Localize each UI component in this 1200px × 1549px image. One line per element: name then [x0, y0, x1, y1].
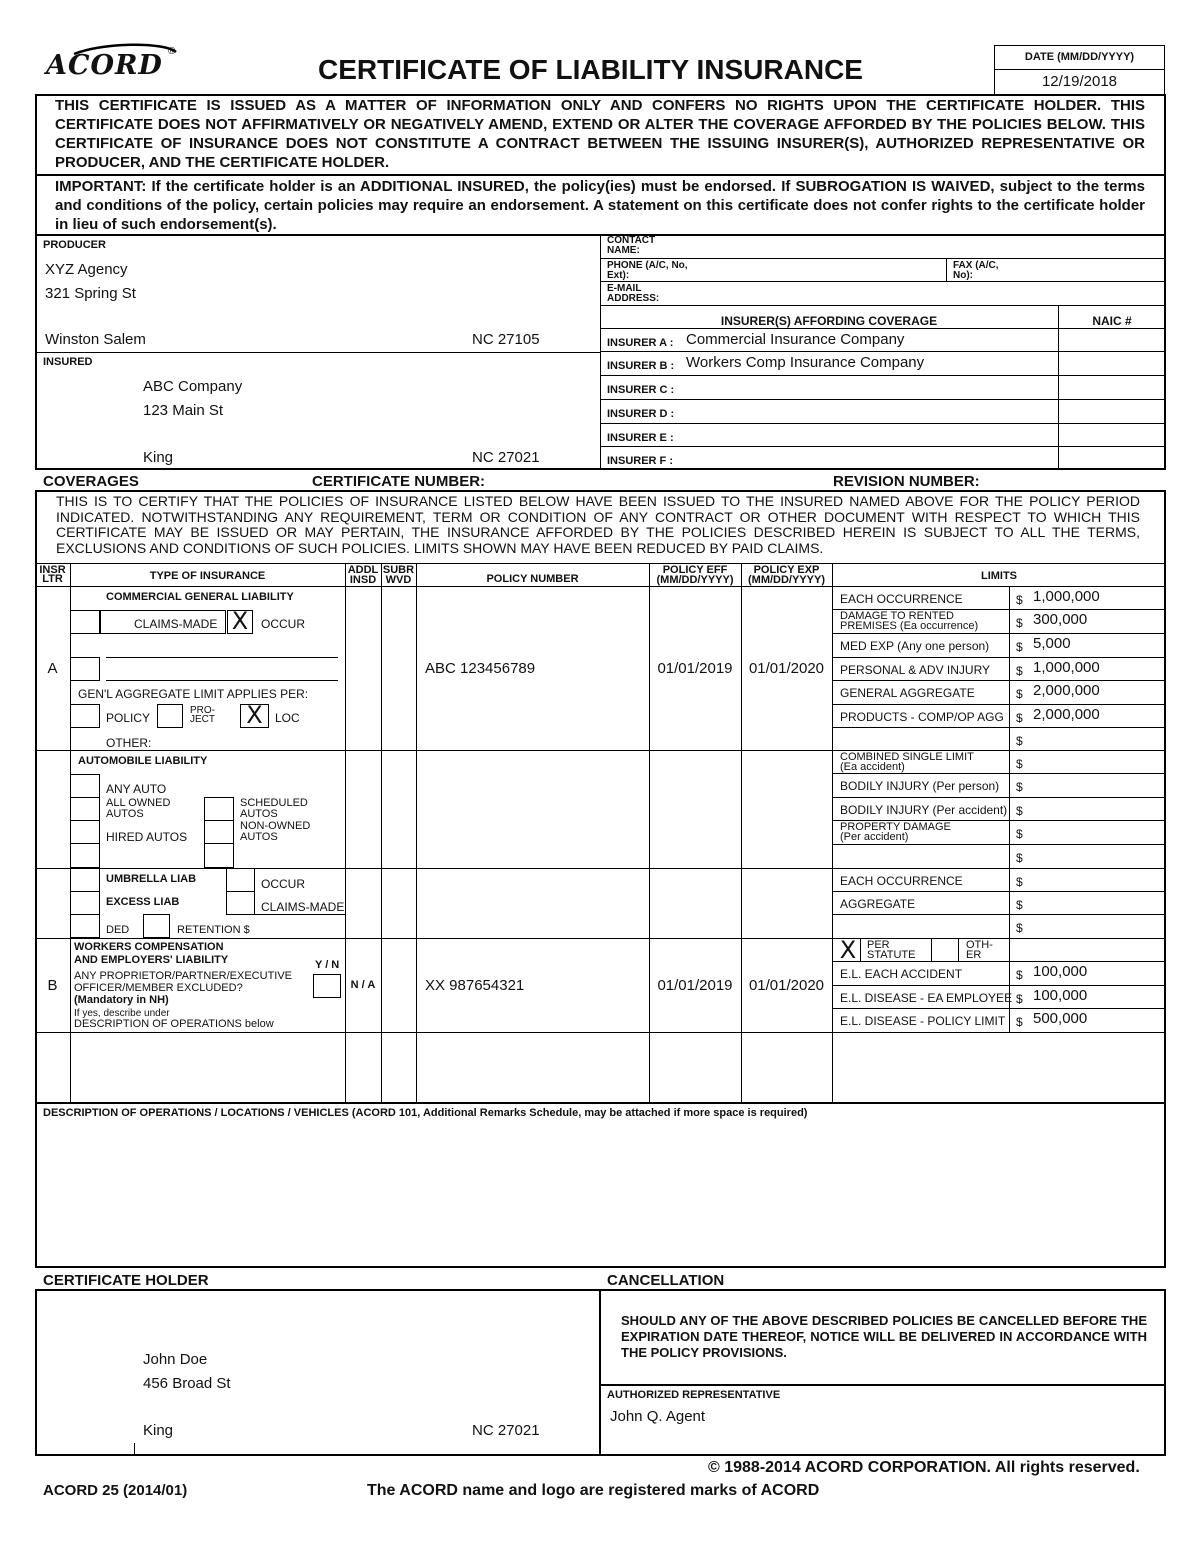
gl-occur-label: OCCUR — [261, 617, 305, 631]
umbrella-limit-label: EACH OCCURRENCE — [840, 874, 963, 888]
auto-any-auto-label: ANY AUTO — [106, 782, 167, 796]
gl-limit-value: 2,000,000 — [1033, 682, 1100, 699]
coverages-label: COVERAGES — [43, 473, 139, 490]
wc-insr-ltr: B — [47, 977, 58, 994]
wc-policy-exp: 01/01/2020 — [748, 977, 825, 994]
wc-title-2: AND EMPLOYERS' LIABILITY — [74, 954, 229, 966]
auto-title: AUTOMOBILE LIABILITY — [78, 755, 208, 767]
auto-all-owned-checkbox[interactable] — [70, 797, 100, 821]
wc-yn-checkbox[interactable] — [313, 974, 341, 998]
wc-limit-label: E.L. DISEASE - EA EMPLOYEE — [840, 991, 1013, 1005]
phone-label: PHONE (A/C, No, Ext): — [607, 260, 688, 281]
wc-policy-number: XX 987654321 — [425, 977, 525, 994]
umbrella-occur-checkbox[interactable] — [226, 868, 255, 892]
gl-policy-eff: 01/01/2019 — [657, 660, 733, 677]
umbrella-label: UMBRELLA LIAB — [106, 873, 197, 885]
limit-row-divider — [832, 633, 1166, 634]
producer-city: Winston Salem — [45, 331, 146, 348]
authorized-rep-label: AUTHORIZED REPRESENTATIVE — [607, 1389, 781, 1401]
gl-aggregate-label: GEN'L AGGREGATE LIMIT APPLIES PER: — [78, 687, 309, 701]
description-box — [35, 1102, 1166, 1268]
gl-project-label-1: PRO- — [190, 705, 215, 716]
wc-per-label-2: STATUTE — [867, 949, 916, 961]
th-limits: LIMITS — [980, 570, 1018, 582]
auto-scheduled-checkbox[interactable] — [204, 797, 234, 821]
th-exp-format: (MM/DD/YYYY) — [748, 574, 825, 586]
naic-label: NAIC # — [1092, 314, 1132, 328]
acord-logo — [44, 40, 184, 85]
dollar-sign: $ — [1016, 921, 1023, 935]
gl-title: COMMERCIAL GENERAL LIABILITY — [106, 591, 294, 603]
wc-line-5: DESCRIPTION OF OPERATIONS below — [74, 1018, 274, 1030]
wc-line-2: OFFICER/MEMBER EXCLUDED? — [74, 982, 243, 994]
auto-scheduled-label-1: SCHEDULED — [240, 797, 308, 809]
certificate-holder-label: CERTIFICATE HOLDER — [43, 1272, 209, 1289]
footer-trademark: The ACORD name and logo are registered marks of ACORD — [367, 1482, 820, 1499]
gl-limit-label: PRODUCTS - COMP/OP AGG — [840, 710, 1004, 724]
auto-non-owned-checkbox[interactable] — [204, 820, 234, 844]
insurer-label: INSURER B : — [607, 360, 675, 372]
auto-any-auto-checkbox[interactable] — [70, 774, 100, 798]
gl-limit-value: 300,000 — [1033, 611, 1088, 628]
gl-policy-exp: 01/01/2020 — [748, 660, 825, 677]
gl-limit-value: 1,000,000 — [1033, 588, 1100, 605]
retention-label: RETENTION $ — [177, 924, 250, 936]
th-type: TYPE OF INSURANCE — [149, 570, 266, 582]
insurer-name: Commercial Insurance Company — [686, 331, 905, 348]
date-label: DATE (MM/DD/YYYY) — [1024, 51, 1135, 63]
th-exp: POLICY EXP — [753, 564, 820, 576]
gl-project-checkbox[interactable] — [157, 704, 183, 728]
limit-row-divider — [832, 773, 1166, 774]
ded-checkbox[interactable] — [70, 914, 100, 938]
contact-name-label: CONTACT NAME: — [607, 235, 656, 256]
gl-limit-label: MED EXP (Any one person) — [840, 639, 990, 653]
th-addl: ADDL — [347, 564, 379, 576]
gl-checkbox-1[interactable] — [70, 610, 100, 634]
wc-limit-label: E.L. DISEASE - POLICY LIMIT — [840, 1014, 1006, 1028]
th-subr: SUBR — [382, 564, 415, 576]
limit-row-divider — [832, 727, 1166, 728]
umbrella-occur-label: OCCUR — [261, 877, 305, 891]
th-ltr: LTR — [42, 573, 63, 585]
dollar-sign: $ — [1016, 827, 1023, 841]
dollar-sign: $ — [1016, 664, 1023, 678]
wc-per-statute-mark[interactable]: X — [839, 936, 857, 964]
dollar-sign: $ — [1016, 640, 1023, 654]
wc-policy-eff: 01/01/2019 — [657, 977, 733, 994]
holder-state-zip: NC 27021 — [472, 1422, 540, 1439]
insurer-row-divider — [600, 446, 1166, 447]
th-insr: INSR — [39, 564, 66, 576]
th-wvd: WVD — [385, 574, 412, 586]
auto-non-owned-label-1: NON-OWNED — [240, 820, 311, 832]
dollar-sign: $ — [1016, 616, 1023, 630]
limit-row-divider — [832, 680, 1166, 681]
limit-row-divider — [832, 657, 1166, 658]
insurer-row-divider — [600, 375, 1166, 376]
authorized-rep-name: John Q. Agent — [610, 1408, 706, 1425]
gl-checkbox-3[interactable] — [70, 704, 100, 728]
wc-line-3: (Mandatory in NH) — [74, 994, 169, 1006]
email-label: E-MAIL ADDRESS: — [607, 283, 660, 304]
insurer-row-divider — [600, 399, 1166, 400]
limit-row-divider — [832, 961, 1166, 962]
gl-limit-value: 5,000 — [1033, 635, 1071, 652]
insured-label: INSURED — [43, 356, 93, 368]
gl-limit-value: 1,000,000 — [1033, 659, 1100, 676]
auto-limit-label: BODILY INJURY (Per person) — [840, 779, 1000, 793]
gl-limit-label: PERSONAL & ADV INJURY — [840, 663, 991, 677]
gl-limit-value: 2,000,000 — [1033, 706, 1100, 723]
gl-loc-checkbox[interactable]: X — [240, 704, 269, 728]
dollar-sign: $ — [1016, 804, 1023, 818]
dollar-sign: $ — [1016, 851, 1023, 865]
excess-checkbox[interactable] — [70, 891, 100, 915]
wc-limit-label: E.L. EACH ACCIDENT — [840, 967, 963, 981]
auto-scheduled-label-2: AUTOS — [240, 808, 278, 820]
insured-city: King — [143, 449, 174, 466]
cancellation-text: SHOULD ANY OF THE ABOVE DESCRIBED POLICIES BE CANCELLED BEFORE THE EXPIRATION DATE THEREOF, NOTICE WILL BE DELIVERED IN ACCORDANCE WITH THE POLICY PROVISIONS. — [621, 1313, 1147, 1360]
gl-claims-made-label: CLAIMS-MADE — [134, 617, 218, 631]
ded-label: DED — [106, 924, 130, 936]
revision-number-label: REVISION NUMBER: — [833, 473, 980, 490]
insurer-label: INSURER A : — [607, 337, 674, 349]
wc-oth-label-2: ER — [966, 949, 982, 961]
auto-blank-checkbox-1[interactable] — [70, 843, 100, 868]
dollar-sign: $ — [1016, 992, 1023, 1006]
gl-checkbox-2[interactable] — [70, 657, 100, 681]
auto-limit-label: COMBINED SINGLE LIMIT — [840, 751, 974, 763]
insurer-label: INSURER D : — [607, 408, 675, 420]
insurer-row-divider — [600, 423, 1166, 424]
insurer-label: INSURER C : — [607, 384, 675, 396]
wc-line-4: If yes, describe under — [74, 1008, 170, 1019]
dollar-sign: $ — [1016, 1015, 1023, 1029]
footer-form-number: ACORD 25 (2014/01) — [43, 1482, 188, 1499]
insured-state-zip: NC 27021 — [472, 449, 540, 466]
gl-policy-number: ABC 123456789 — [425, 660, 536, 677]
gl-limit-label-2: PREMISES (Ea occurrence) — [840, 620, 979, 632]
auto-limit-label-2: (Per accident) — [840, 831, 909, 843]
notice-text: THIS CERTIFICATE IS ISSUED AS A MATTER OF INFORMATION ONLY AND CONFERS NO RIGHTS UPON THE CERTIFICATE HOLDER. THIS CERTIFICATE DOES NOT AFFIRMATIVELY OR NEGATIVELY AMEND, EXTEND OR ALTER THE COVERAGE AFFORDED BY THE POLICIES BELOW. THIS CERTIFICATE OF INSURANCE DOES NOT CONSTITUTE A CONTRACT BETWEEN THE ISSUING INSURER(S), AUTHORIZED REPRESENTATIVE OR PRODUCER, AND THE CERTIFICATE HOLDER. — [55, 97, 1145, 171]
retention-checkbox[interactable] — [143, 914, 170, 938]
auto-limit-label: PROPERTY DAMAGE — [840, 821, 951, 833]
certificate-number-label: CERTIFICATE NUMBER: — [312, 473, 486, 490]
dollar-sign: $ — [1016, 757, 1023, 771]
insurer-row-divider — [600, 351, 1166, 352]
wc-limit-value: 100,000 — [1033, 963, 1088, 980]
insurer-label: INSURER F : — [607, 455, 673, 467]
wc-oth-label-1: OTH- — [966, 939, 993, 951]
producer-label: PRODUCER — [43, 239, 106, 251]
umbrella-limit-label: AGGREGATE — [840, 897, 916, 911]
producer-street: 321 Spring St — [45, 285, 136, 302]
holder-name: John Doe — [143, 1351, 208, 1368]
gl-limit-label: GENERAL AGGREGATE — [840, 686, 975, 700]
insurers-header: INSURER(S) AFFORDING COVERAGE — [720, 314, 938, 328]
limit-row-divider — [832, 891, 1166, 892]
insured-street: 123 Main St — [143, 402, 224, 419]
coverages-statement: THIS IS TO CERTIFY THAT THE POLICIES OF INSURANCE LISTED BELOW HAVE BEEN ISSUED TO THE INSURED NAMED ABOVE FOR THE POLICY PERIOD INDICATED. NOTWITHSTANDING ANY REQUIREMENT, TERM OR CONDITION OF ANY CONTRACT OR OTHER DOCUMENT WITH RESPECT TO WHICH THIS CERTIFICATE MAY BE ISSUED OR MAY PERTAIN, THE INSURANCE AFFORDED BY THE POLICIES DESCRIBED HEREIN IS SUBJECT TO ALL THE TERMS, EXCLUSIONS AND CONDITIONS OF SUCH POLICIES. LIMITS SHOWN MAY HAVE BEEN REDUCED BY PAID CLAIMS. — [56, 493, 1140, 556]
gl-project-label-2: JECT — [190, 714, 215, 725]
dollar-sign: $ — [1016, 968, 1023, 982]
dollar-sign: $ — [1016, 593, 1023, 607]
limit-row-divider — [832, 985, 1166, 986]
wc-limit-value: 100,000 — [1033, 987, 1088, 1004]
dollar-sign: $ — [1016, 711, 1023, 725]
auto-hired-checkbox[interactable] — [70, 820, 100, 844]
auto-non-owned-label-2: AUTOS — [240, 831, 278, 843]
auto-all-owned-label-1: ALL OWNED — [106, 797, 171, 809]
wc-limit-value: 500,000 — [1033, 1010, 1088, 1027]
wc-title-1: WORKERS COMPENSATION — [74, 941, 224, 953]
auto-blank-checkbox-2[interactable] — [204, 843, 234, 868]
holder-city: King — [143, 1422, 174, 1439]
wc-per-label-1: PER — [867, 939, 890, 951]
umbrella-checkbox[interactable] — [70, 868, 100, 892]
cancellation-label: CANCELLATION — [607, 1272, 725, 1289]
dollar-sign: $ — [1016, 780, 1023, 794]
acord-logo-text: ACORD — [46, 50, 163, 81]
wc-other-checkbox[interactable] — [931, 938, 959, 962]
auto-limit-label-2: (Ea accident) — [840, 761, 905, 773]
dollar-sign: $ — [1016, 875, 1023, 889]
th-eff-format: (MM/DD/YYYY) — [656, 574, 734, 586]
wc-na: N / A — [350, 979, 376, 991]
document-title: CERTIFICATE OF LIABILITY INSURANCE — [318, 54, 863, 85]
th-policy-number: POLICY NUMBER — [486, 573, 579, 585]
auto-all-owned-label-2: AUTOS — [106, 808, 144, 820]
th-eff: POLICY EFF — [662, 564, 728, 576]
limit-row-divider — [832, 1008, 1166, 1009]
gl-occur-checkbox[interactable]: X — [227, 610, 253, 634]
excess-label: EXCESS LIAB — [106, 896, 180, 908]
auto-limit-label: BODILY INJURY (Per accident) — [840, 803, 1008, 817]
gl-loc-label: LOC — [275, 711, 300, 725]
holder-street: 456 Broad St — [143, 1375, 231, 1392]
gl-policy-label: POLICY — [106, 711, 151, 725]
limit-row-divider — [832, 844, 1166, 845]
limit-row-divider — [832, 914, 1166, 915]
gl-other-label: OTHER: — [106, 736, 152, 750]
date-value: 12/19/2018 — [1041, 73, 1118, 90]
insured-name: ABC Company — [143, 378, 243, 395]
wc-yn-label: Y / N — [315, 959, 340, 971]
footer-copyright: © 1988-2014 ACORD CORPORATION. All rights reserved. — [708, 1459, 1140, 1476]
gl-limit-label: EACH OCCURRENCE — [840, 592, 963, 606]
umbrella-claims-made-label: CLAIMS-MADE — [261, 900, 345, 914]
dollar-sign: $ — [1016, 687, 1023, 701]
auto-hired-label: HIRED AUTOS — [106, 830, 188, 844]
dollar-sign: $ — [1016, 734, 1023, 748]
gl-limit-label: DAMAGE TO RENTED — [840, 610, 954, 622]
limit-row-divider — [832, 704, 1166, 705]
gl-insr-ltr: A — [47, 660, 58, 677]
insurer-name: Workers Comp Insurance Company — [686, 354, 925, 371]
fax-label: FAX (A/C, No): — [953, 260, 999, 281]
registered-mark: ® — [168, 46, 176, 57]
description-label: DESCRIPTION OF OPERATIONS / LOCATIONS / VEHICLES (ACORD 101, Additional Remarks Schedule, may be attached if more space is required) — [43, 1107, 808, 1119]
wc-line-1: ANY PROPRIETOR/PARTNER/EXECUTIVE — [74, 970, 293, 982]
producer-state-zip: NC 27105 — [472, 331, 540, 348]
insurer-label: INSURER E : — [607, 432, 674, 444]
important-text: IMPORTANT: If the certificate holder is an ADDITIONAL INSURED, the policy(ies) must be endorsed. If SUBROGATION IS WAIVED, subject to the terms and conditions of the policy, certain policies may require an endorsement. A statement on this certificate does not confer rights to the certificate holder in lieu of such endorsement(s). — [55, 178, 1145, 233]
dollar-sign: $ — [1016, 898, 1023, 912]
limit-row-divider — [832, 797, 1166, 798]
th-insd: INSD — [349, 574, 377, 586]
producer-name: XYZ Agency — [45, 261, 128, 278]
umbrella-claims-made-checkbox[interactable] — [226, 891, 255, 915]
